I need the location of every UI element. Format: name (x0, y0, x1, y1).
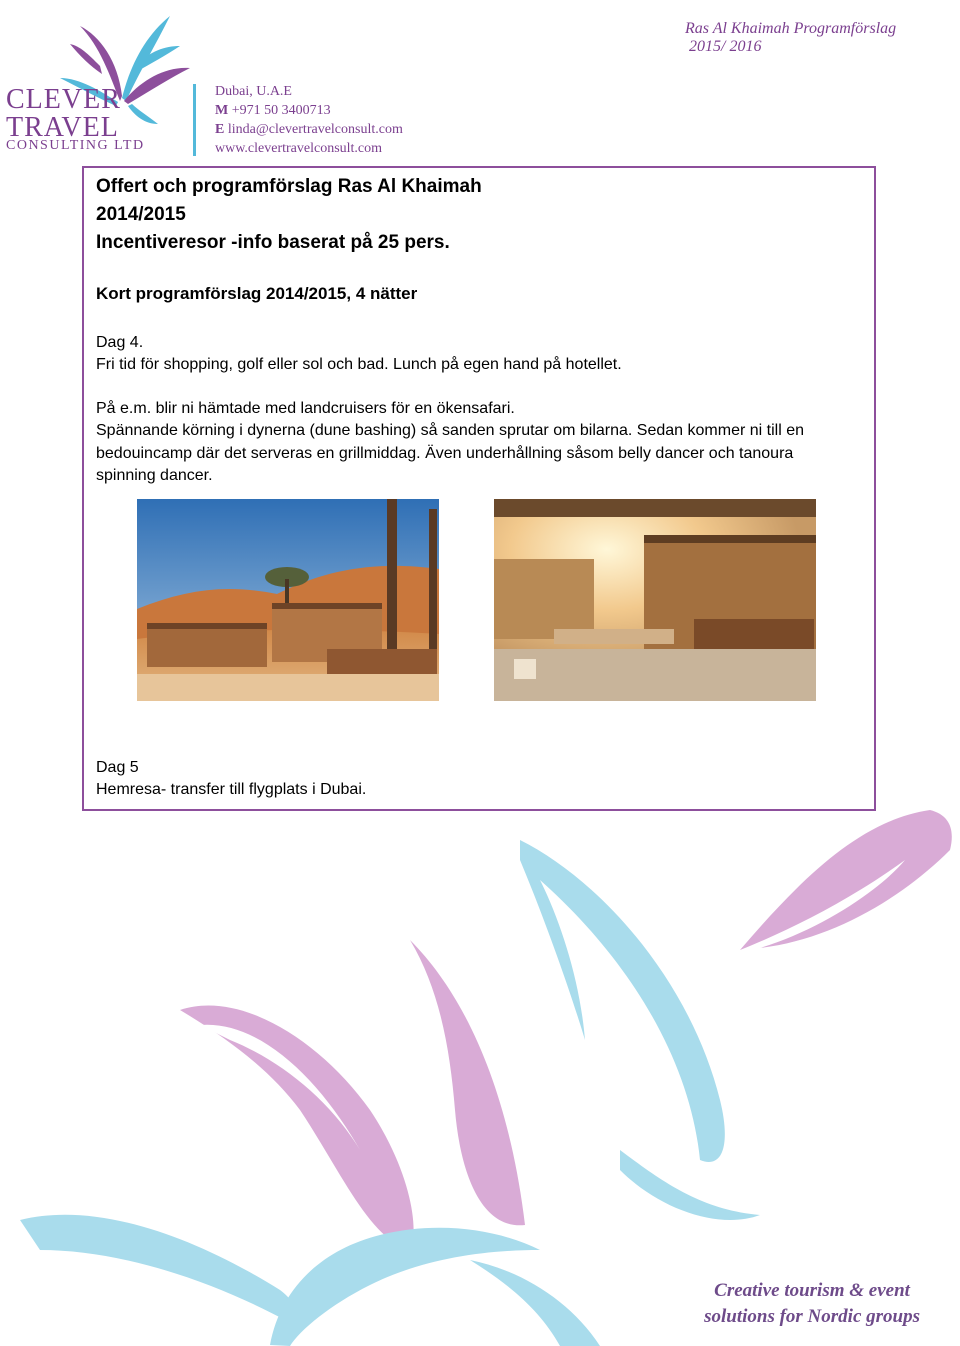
doc-title: Ras Al Khaimah Programförslag (685, 20, 897, 37)
logo-text-travel: TRAVEL (6, 112, 119, 143)
pm-line-1: På e.m. blir ni hämtade med landcruisers för en ökensafari. (96, 400, 515, 417)
day5-text: Hemresa- transfer till flygplats i Dubai. (96, 781, 367, 798)
phone-label: M (215, 103, 229, 118)
contact-website[interactable]: www.clevertravelconsult.com (215, 141, 383, 156)
contact-phone[interactable]: +971 50 3400713 (231, 103, 331, 118)
contact-email[interactable]: linda@clevertravelconsult.com (227, 122, 403, 137)
day4-title: Dag 4. (96, 334, 144, 351)
day5-title: Dag 5 (96, 759, 139, 776)
contact-email-row (215, 120, 403, 139)
desert-camp-photo-2 (494, 499, 816, 701)
content-frame (82, 166, 876, 811)
doc-year: 2015/ 2016 (689, 38, 762, 55)
heading-line-2: 2014/2015 (96, 204, 186, 225)
pm-line-3: bedouincamp där det serveras en grillmiddag. Även underhållning såsom belly dancer och tanoura (96, 445, 794, 462)
tagline-line-1: Creative tourism & event (714, 1280, 910, 1301)
pm-line-2: Spännande körning i dynerna (dune bashing) så sanden sprutar om bilarna. Sedan kommer ni till en (96, 422, 804, 439)
contact-location: Dubai, U.A.E (215, 84, 292, 99)
contact-phone-row (215, 101, 403, 120)
logo-text-consulting: CONSULTING LTD (6, 138, 145, 153)
header-divider (193, 84, 196, 156)
pm-line-4: spinning dancer. (96, 467, 213, 484)
document-header-title (685, 20, 913, 56)
heading-line-3: Incentiveresor -info baserat på 25 pers. (96, 232, 450, 253)
email-label: E (215, 122, 225, 137)
logo-text-clever: CLEVER (6, 84, 121, 115)
subheading: Kort programförslag 2014/2015, 4 nätter (96, 284, 418, 303)
desert-camp-photo-1 (137, 499, 439, 701)
contact-block (215, 82, 403, 158)
heading-line-1: Offert och programförslag Ras Al Khaimah (96, 176, 482, 197)
day4-text: Fri tid för shopping, golf eller sol och bad. Lunch på egen hand på hotellet. (96, 356, 622, 373)
tagline-line-2: solutions for Nordic groups (704, 1306, 920, 1327)
footer-tagline (704, 1278, 920, 1330)
